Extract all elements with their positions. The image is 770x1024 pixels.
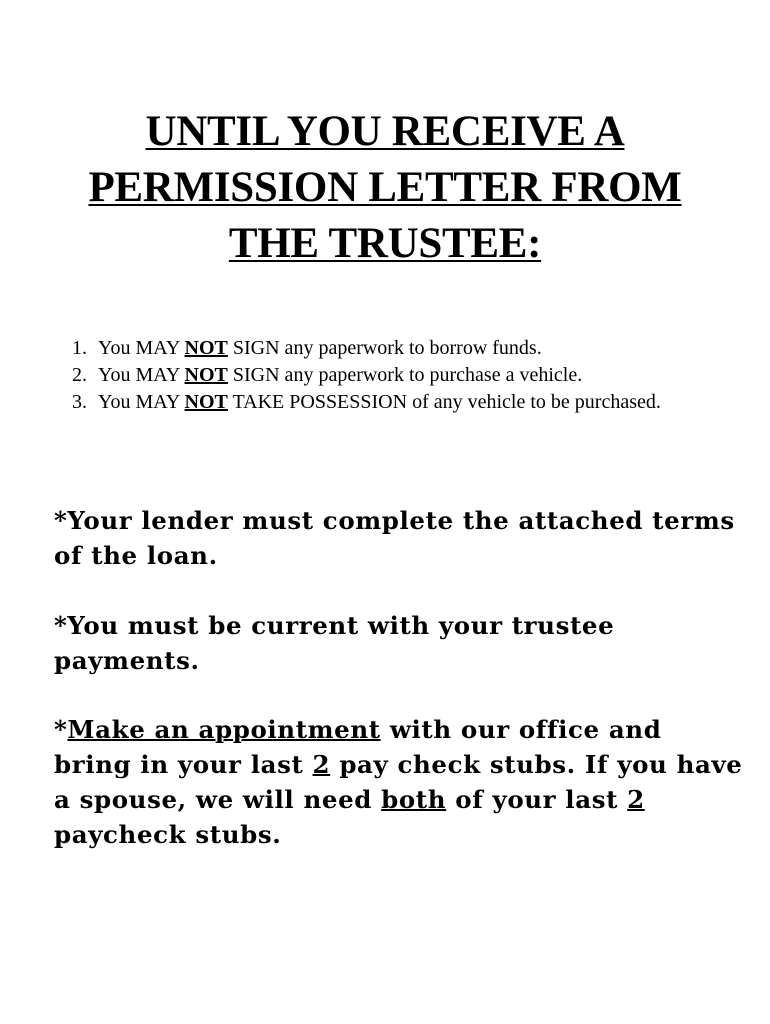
rule-text-pre: You MAY <box>98 337 185 359</box>
rule-emphasis: NOT <box>184 364 228 386</box>
rule-text-post: SIGN any paperwork to purchase a vehicle. <box>227 364 583 386</box>
rule-text-pre: You MAY <box>98 364 185 386</box>
rule-item <box>72 362 692 389</box>
stub-count: 2 <box>312 750 331 779</box>
note-text: of your last <box>446 785 628 814</box>
rule-item <box>72 335 692 362</box>
note-asterisk: * <box>54 715 68 744</box>
rule-text-post: TAKE POSSESSION of any vehicle to be purchased. <box>227 391 661 413</box>
title-line-1: UNTIL YOU RECEIVE A <box>145 108 625 155</box>
rule-text-post: SIGN any paperwork to borrow funds. <box>227 337 542 359</box>
note-lender-terms: *Your lender must complete the attached terms of the loan. <box>54 506 735 570</box>
make-appointment-text: Make an appointment <box>67 715 381 744</box>
note-text: with our office and bring in your last <box>54 715 662 779</box>
title-line-3: THE TRUSTEE: <box>228 220 542 267</box>
rule-number: 1. <box>72 337 87 359</box>
rules-list <box>72 335 692 416</box>
page-title <box>40 104 730 272</box>
rule-number: 3. <box>72 391 87 413</box>
note-appointment <box>54 712 744 852</box>
both-emphasis: both <box>381 785 447 814</box>
note-text: pay check stubs. If you have a spouse, we will need <box>54 750 743 814</box>
rule-item <box>72 389 692 416</box>
stub-count: 2 <box>627 785 645 814</box>
rule-text-pre: You MAY <box>98 391 185 413</box>
note-text: paycheck stubs. <box>54 820 282 849</box>
rule-emphasis: NOT <box>184 337 228 359</box>
rule-emphasis: NOT <box>184 391 228 413</box>
rule-number: 2. <box>72 364 87 386</box>
title-line-2: PERMISSION LETTER FROM <box>88 164 682 211</box>
note-current-payments: *You must be current with your trustee payments. <box>54 611 615 675</box>
